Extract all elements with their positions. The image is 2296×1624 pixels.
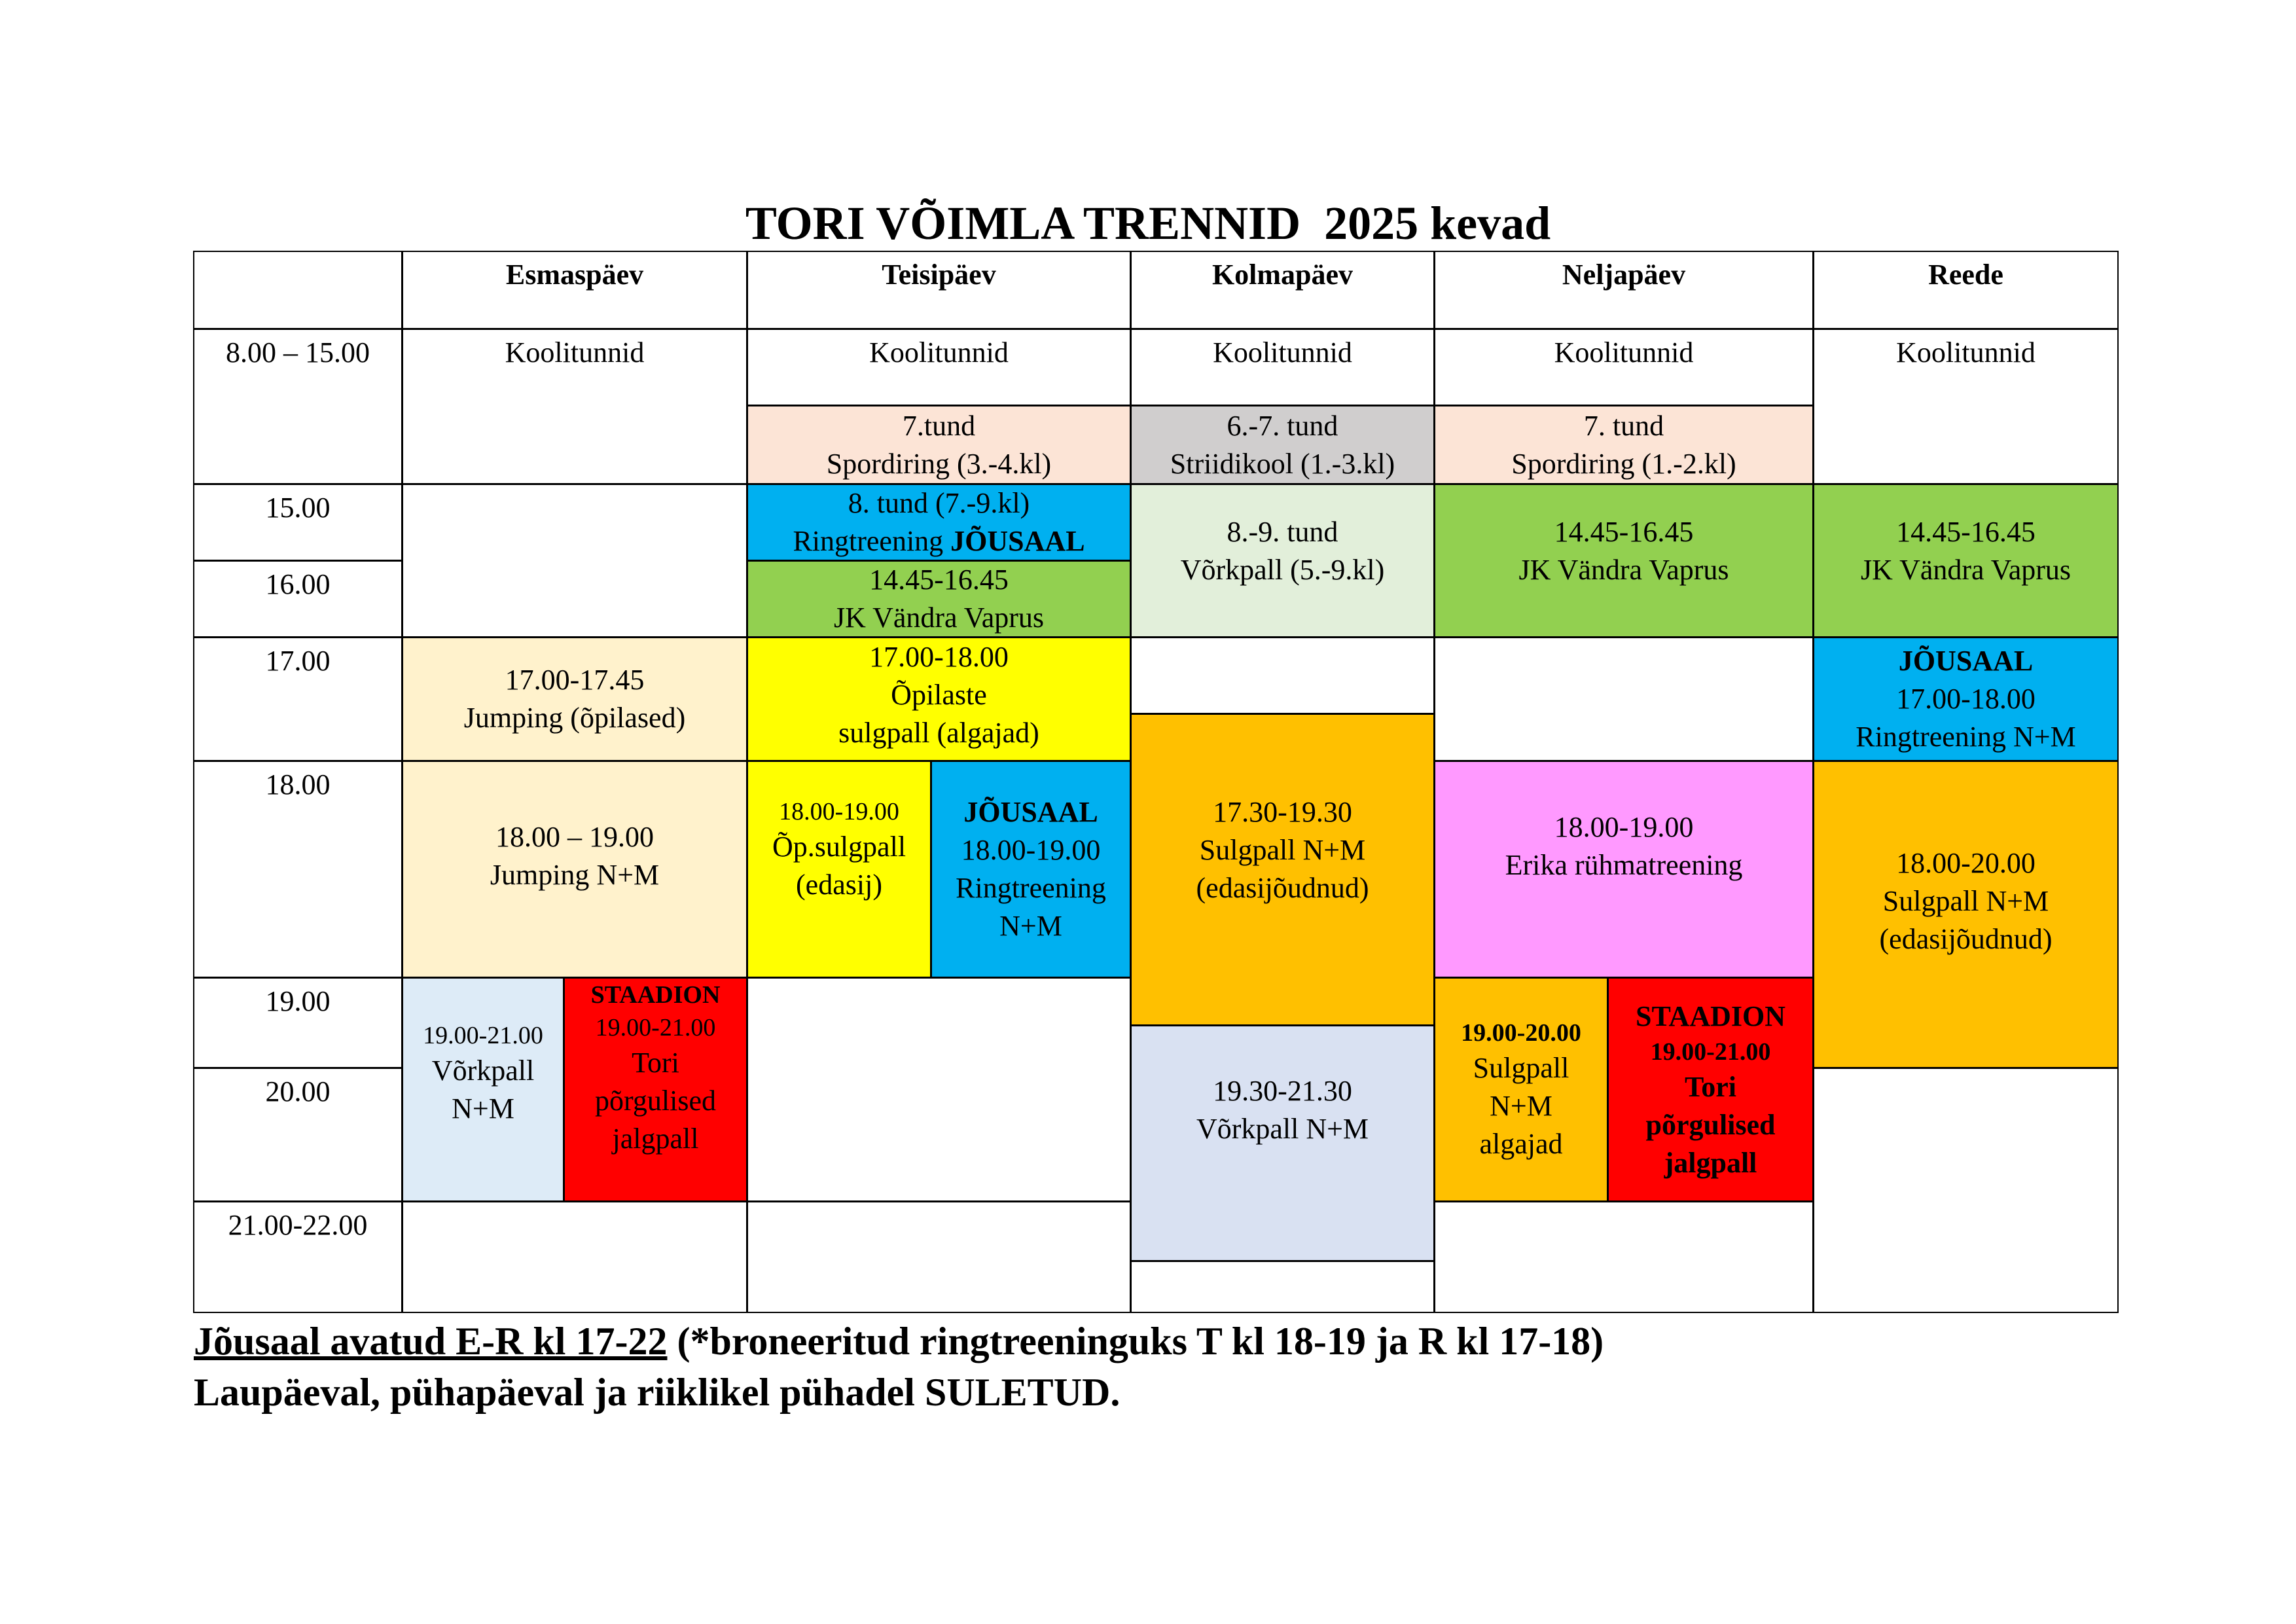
header-thursday: Neljapäev xyxy=(1434,251,1814,329)
wednesday-badminton-adults xyxy=(1130,713,1435,1026)
activity-time: 17.00-18.00 xyxy=(1896,683,2036,715)
activity-location: JÕUSAAL xyxy=(1898,645,2034,677)
activity-time: 17.30-19.30 xyxy=(1213,796,1352,828)
time-label: 21.00-22.00 xyxy=(193,1201,403,1313)
gym-hours: Jõusaal avatud E-R kl 17-22 xyxy=(194,1320,668,1363)
school-hours-monday: Koolitunnid xyxy=(402,329,747,484)
activity-title: sulgpall (algajad) xyxy=(838,717,1039,749)
time-label: 18.00 xyxy=(193,761,403,978)
activity-location: STAADION xyxy=(590,981,721,1009)
activity-time: 19.00-21.00 xyxy=(423,1021,543,1049)
monday-volleyball xyxy=(402,977,564,1202)
activity-title: JK Vändra Vaprus xyxy=(1518,553,1729,586)
activity-title: Spordiring (1.-2.kl) xyxy=(1511,447,1736,480)
wednesday-stride-school xyxy=(1130,405,1435,484)
activity-title: Sulgpall xyxy=(1473,1051,1570,1084)
activity-title xyxy=(793,522,1085,560)
activity-group: N+M xyxy=(452,1092,514,1125)
activity-title: Võrkpall N+M xyxy=(1196,1113,1369,1145)
activity-title: jalgpall xyxy=(612,1123,699,1155)
empty-cell xyxy=(1130,1261,1435,1313)
time-label: 15.00 xyxy=(193,484,403,561)
activity-time: 18.00-19.00 xyxy=(1554,811,1694,843)
empty-cell xyxy=(747,977,1131,1202)
empty-cell xyxy=(1434,637,1814,761)
tuesday-sport-club xyxy=(747,405,1131,484)
activity-location: JÕUSAAL xyxy=(950,525,1085,557)
activity-title: JK Vändra Vaprus xyxy=(1861,553,2071,586)
friday-jk-vandra xyxy=(1813,484,2119,638)
thursday-badminton-beginners xyxy=(1434,977,1608,1202)
activity-time: 18.00-20.00 xyxy=(1896,847,2036,879)
school-hours-thursday: Koolitunnid xyxy=(1434,329,1814,406)
activity-title: Tori xyxy=(632,1047,679,1079)
activity-time: 17.00-18.00 xyxy=(869,641,1009,673)
activity-time: 19.00-20.00 xyxy=(1461,1019,1581,1047)
activity-title: Ringtreening N+M xyxy=(1856,721,2076,753)
activity-time: 18.00 – 19.00 xyxy=(495,821,654,853)
activity-title: Võrkpall (5.-9.kl) xyxy=(1180,553,1385,586)
monday-jumping-students xyxy=(402,637,747,761)
friday-badminton-adults xyxy=(1813,761,2119,1068)
tuesday-gym-circuit xyxy=(931,761,1131,978)
activity-time: 8. tund (7.-9.kl) xyxy=(848,487,1030,519)
activity-group: N+M xyxy=(1490,1089,1552,1122)
time-label: 16.00 xyxy=(193,560,403,638)
activity-time: 8.-9. tund xyxy=(1227,515,1338,548)
activity-time: 19.30-21.30 xyxy=(1213,1075,1352,1107)
gym-booking-note: (*broneeritud ringtreeninguks T kl 18-19 ja R kl 17-18) xyxy=(667,1320,1604,1363)
activity-title: jalgpall xyxy=(1664,1146,1757,1179)
activity-title: Sulgpall N+M xyxy=(1199,834,1366,866)
monday-stadium-football xyxy=(564,977,747,1202)
empty-cell xyxy=(402,1201,747,1313)
activity-time: 6.-7. tund xyxy=(1227,409,1338,442)
activity-title: põrgulised xyxy=(1645,1108,1776,1141)
activity-location: STAADION xyxy=(1635,1000,1785,1032)
activity-title: põrgulised xyxy=(595,1085,716,1117)
activity-group: (edasijõudnud) xyxy=(1196,872,1369,904)
time-label: 20.00 xyxy=(193,1068,403,1202)
activity-time: 18.00-19.00 xyxy=(961,834,1101,866)
closed-days-note: Laupäeval, pühapäeval ja riiklikel pühadel SULETUD. xyxy=(194,1371,1121,1414)
wednesday-volleyball-adults xyxy=(1130,1025,1435,1261)
school-hours-wednesday: Koolitunnid xyxy=(1130,329,1435,406)
tuesday-jk-vandra xyxy=(747,560,1131,638)
activity-time: 19.00-21.00 xyxy=(595,1014,716,1041)
activity-group: N+M xyxy=(999,910,1062,942)
activity-time: 14.45-16.45 xyxy=(1554,515,1694,548)
activity-time: 14.45-16.45 xyxy=(1896,515,2036,548)
empty-cell xyxy=(1130,637,1435,714)
gym-opening-note xyxy=(194,1317,1604,1365)
activity-time: 17.00-17.45 xyxy=(505,664,645,696)
activity-group: (edasij) xyxy=(796,869,882,901)
thursday-jk-vandra xyxy=(1434,484,1814,638)
activity-time: 7.tund xyxy=(902,409,976,442)
monday-jumping-adults xyxy=(402,761,747,978)
time-label: 8.00 – 15.00 xyxy=(193,329,403,484)
activity-time: 14.45-16.45 xyxy=(869,564,1009,596)
activity-title: JK Vändra Vaprus xyxy=(834,602,1044,634)
activity-title: Spordiring (3.-4.kl) xyxy=(826,447,1052,480)
activity-group: (edasijõudnud) xyxy=(1879,923,2053,955)
friday-gym-circuit xyxy=(1813,637,2119,761)
activity-time: 7. tund xyxy=(1583,409,1664,442)
thursday-sport-club xyxy=(1434,405,1814,484)
tuesday-student-badminton xyxy=(747,637,1131,761)
thursday-stadium-football xyxy=(1607,977,1814,1202)
school-hours-tuesday: Koolitunnid xyxy=(747,329,1131,406)
time-label: 19.00 xyxy=(193,977,403,1068)
school-hours-friday: Koolitunnid xyxy=(1813,329,2119,484)
activity-title: Jumping N+M xyxy=(490,859,660,891)
header-wednesday: Kolmapäev xyxy=(1130,251,1435,329)
empty-cell xyxy=(1434,1201,1814,1313)
activity-title: Õp.sulgpall xyxy=(772,831,906,863)
wednesday-volleyball-students xyxy=(1130,484,1435,638)
time-label: 17.00 xyxy=(193,637,403,761)
activity-title: Võrkpall xyxy=(431,1054,535,1087)
header-tuesday: Teisipäev xyxy=(747,251,1131,329)
header-monday: Esmaspäev xyxy=(402,251,747,329)
header-friday: Reede xyxy=(1813,251,2119,329)
activity-location: JÕUSAAL xyxy=(963,796,1098,828)
activity-time: 19.00-21.00 xyxy=(1650,1038,1771,1066)
tuesday-badminton-advanced xyxy=(747,761,931,978)
activity-title: Jumping (õpilased) xyxy=(463,702,686,734)
activity-title: Striidikool (1.-3.kl) xyxy=(1170,447,1395,480)
activity-title: Õpilaste xyxy=(891,679,987,711)
activity-time: 18.00-19.00 xyxy=(779,798,899,825)
corner-cell xyxy=(193,251,403,329)
tuesday-circuit-training xyxy=(747,484,1131,561)
activity-group: algajad xyxy=(1479,1127,1563,1160)
activity-title: Sulgpall N+M xyxy=(1882,885,2049,917)
activity-title: Tori xyxy=(1684,1070,1737,1103)
empty-cell xyxy=(402,484,747,638)
empty-cell xyxy=(747,1201,1131,1313)
activity-title: Erika rühmatreening xyxy=(1505,849,1743,881)
activity-title: Ringtreening xyxy=(956,872,1106,904)
activity-title-text: Ringtreening xyxy=(793,525,951,557)
page-title: TORI VÕIMLA TRENNID 2025 kevad xyxy=(745,197,1551,249)
empty-cell xyxy=(1813,1068,2119,1313)
thursday-erika-group-training xyxy=(1434,761,1814,978)
